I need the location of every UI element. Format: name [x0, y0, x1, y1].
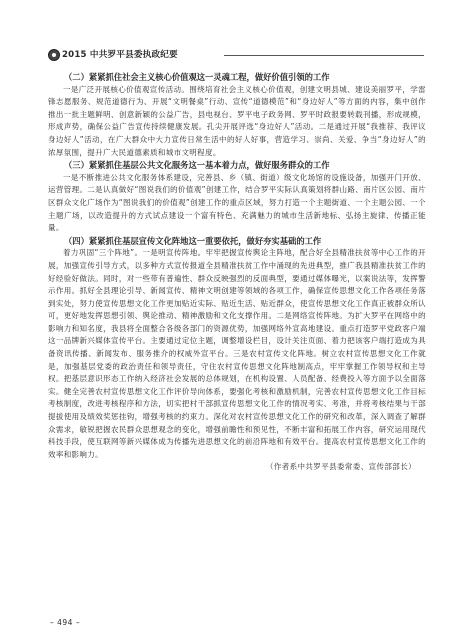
paragraph: 一是不断推进公共文化服务体系建设，完善县、乡（镇、街道）级文化场馆的设施设备，加强开门开放、运营管理。二是认真做好“图说我们的价值观”创建工作，结合罗平实际认真策划将群山路、南片区公园、南片区群众文化广场作为“图说我们的价值观”创建工作的重点区域，努力打造一个主题街道、一个主题公园、一个主题广场，以改造提升的方式试点建设一个富有特色、充满魅力的城市生活新地标、弘扬主旋律、传播正能量。 — [48, 172, 426, 233]
paragraph: 一是广泛开展核心价值观宣传活动。围绕培育社会主义核心价值观，创建文明县城、建设美丽罗平，学雷锋志愿服务、规范道德行为、开展“文明餐桌”行动、宣传“道德模范”和“身边好人”等方面的内容，集中创作推出一批主题鲜明、创意新颖的公益广告，县电视台、罗平电子政务网、罗平时政报要转载刊播，形成规模，形成声势，确保公益广告宣传持续健康发展。孔尖开展评选“身边好人”活动。二是通过开展“我推荐、我评议身边好人”活动，在广大群众中大力宣传日常生活中的好人好事，营造学习、崇尚、关爱、争当“身边好人”的浓厚氛围，提升广大民道德素质和城市文明程度。 — [48, 84, 426, 157]
article-body — [48, 71, 426, 474]
header-rule — [224, 55, 424, 56]
section-heading-2: （二）紧紧抓住社会主义核心价值观这一灵魂工程，做好价值引领的工作 — [64, 72, 330, 82]
section-heading-3: （三）紧紧抓住基层公共文化服务这一基本着力点，做好服务群众的工作 — [64, 160, 330, 171]
paragraph: 着力巩固“三个阵地”。一是明宣传阵地。牢牢把握宣传舆论主阵地，配合好全县精准扶贫等中心工作的开展，加强宣传引导方式，以多种方式宣传报道全县精准扶贫工作中涌现的先进典型，推广我县精准扶贫工作的好经验好做法。同时，对一些带有普遍性、群众反映强烈的反面典型，要通过媒体曝光，以案说法等，发挥警示作用。抓好全县理论引导、新闻宣传、精神文明创建等领域的各项工作，确保宣传思想文化工作各项任务落到实处，努力使宣传思想文化工作更加贴近实际、贴近生活、贴近群众，使宣传思想文化工作真正被群众所认可，更好地发挥思想引领、舆论推动、精神激励和文化支撑作用。二是网络宣传阵地。为扩大罗平在网络中的影响力和知名度，我县将全面整合各级各部门的资源优势，加强网络外宣高地建设。重点打造罗平党政客户端这一品牌新兴媒体宣传平台。主要通过定位主题，调整增设栏目，设计关注页面、着力把该客户端打造成为具备资讯传播、新闻发布、服务推介的权威外宣平台。三是农村宣传文化阵地。树立农村宣传思想文化工作就是，加强基层党委的政治责任和领导责任，守住农村宣传思想文化阵地制高点，牢牢掌握工作领导权和主导权。把基层意识形态工作纳入经济社会发展的总体规划，在机构设置、人员配备、经费投入等方面予以全面落实。健全完善农村宣传思想文化工作评价导向体系，要强化考核和激励机制，完善农村宣传思想文化工作目标考核制度，改进考核程序和方法，切实把村干部抓宣传思想文化工作的情况考实、考准，并将考核结果与干部提拔使用及绩效奖惩挂钩，增强考核的约束力。深化对农村宣传思想文化工作的研究和改革，深入调查了解群众需求，敏锐把握农民群众思想观念的变化，增强前瞻性和预见性，不断丰富和拓展工作内容，研究运用现代科技手段，使互联网等新兴媒体成为传播先进思想文化的前沿阵地和有效平台。提高农村宣传思想文化工作的效率和影响力。 — [48, 248, 426, 459]
header-title: 2015 中共罗平县委执政纪要 — [62, 50, 178, 60]
party-emblem-icon — [48, 49, 60, 61]
running-header — [48, 47, 424, 63]
author-note: （作者系中共罗平县委常委、宣传部部长） — [265, 462, 416, 472]
section-heading-4: （四）紧紧抓住基层宣传文化阵地这一重要依托，做好夯实基础的工作 — [64, 235, 322, 246]
page-number: – 494 – — [50, 618, 81, 627]
